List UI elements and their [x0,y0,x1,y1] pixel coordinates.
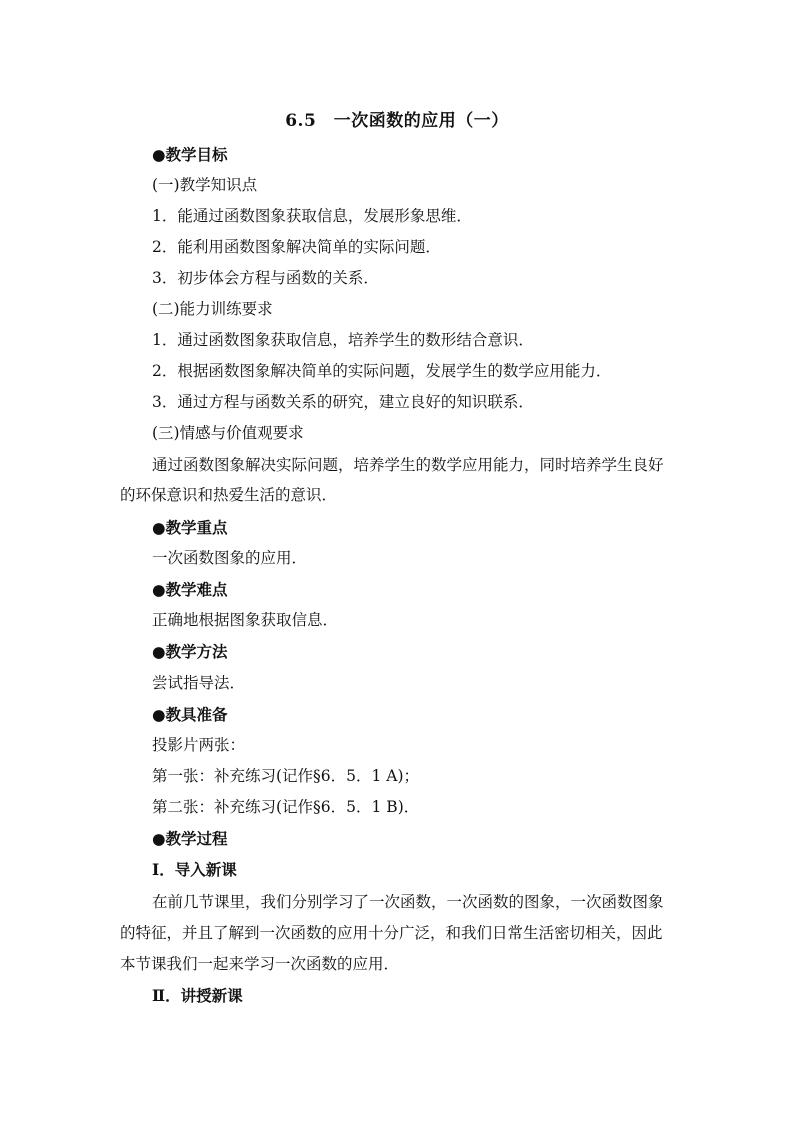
page-title: 6.5 一次函数的应用（一） [285,111,509,131]
text-line: (一)教学知识点 [152,176,258,194]
text-line: 2．能利用函数图象解决简单的实际问题． [152,238,441,256]
text-line: 2．根据函数图象解决简单的实际问题，发展学生的数学应用能力． [152,362,612,380]
section-heading: ●教具准备 [152,705,228,724]
section-heading: Ⅰ．导入新课 [152,860,237,879]
text-line: 3．通过方程与函数关系的研究，建立良好的知识联系． [152,393,534,411]
section-heading: ●教学重点 [152,518,228,537]
text-line: 的环保意识和热爱生活的意识． [120,486,338,504]
text-line: 第二张：补充练习(记作§6．5．1 B)． [152,798,420,816]
text-line: 1．能通过函数图象获取信息，发展形象思维． [152,207,472,225]
text-line: 通过函数图象解决实际问题，培养学生的数学应用能力，同时培养学生良好 [152,456,664,474]
section-heading: ●教学难点 [152,580,228,599]
text-line: 正确地根据图象获取信息． [152,611,339,629]
text-line: 3．初步体会方程与函数的关系． [152,269,379,287]
text-line: 第一张：补充练习(记作§6．5．1 A)； [152,767,420,785]
text-line: 在前几节课里，我们分别学习了一次函数，一次函数的图象，一次函数图象 [152,893,664,911]
section-heading: ●教学目标 [152,145,228,164]
text-line: 一次函数图象的应用． [152,549,308,567]
text-line: 尝试指导法． [152,674,246,692]
text-line: 投影片两张： [152,736,246,754]
text-line: 的特征，并且了解到一次函数的应用十分广泛，和我们日常生活密切相关，因此 [120,924,663,942]
text-line: 本节课我们一起来学习一次函数的应用． [120,955,400,973]
section-heading: Ⅱ．讲授新课 [152,986,243,1005]
text-line: (二)能力训练要求 [152,300,273,318]
section-heading: ●教学方法 [152,642,228,661]
text-line: 1．通过函数图象获取信息，培养学生的数形结合意识． [152,331,534,349]
section-heading: ●教学过程 [152,829,228,848]
text-line: (三)情感与价值观要求 [152,424,304,442]
